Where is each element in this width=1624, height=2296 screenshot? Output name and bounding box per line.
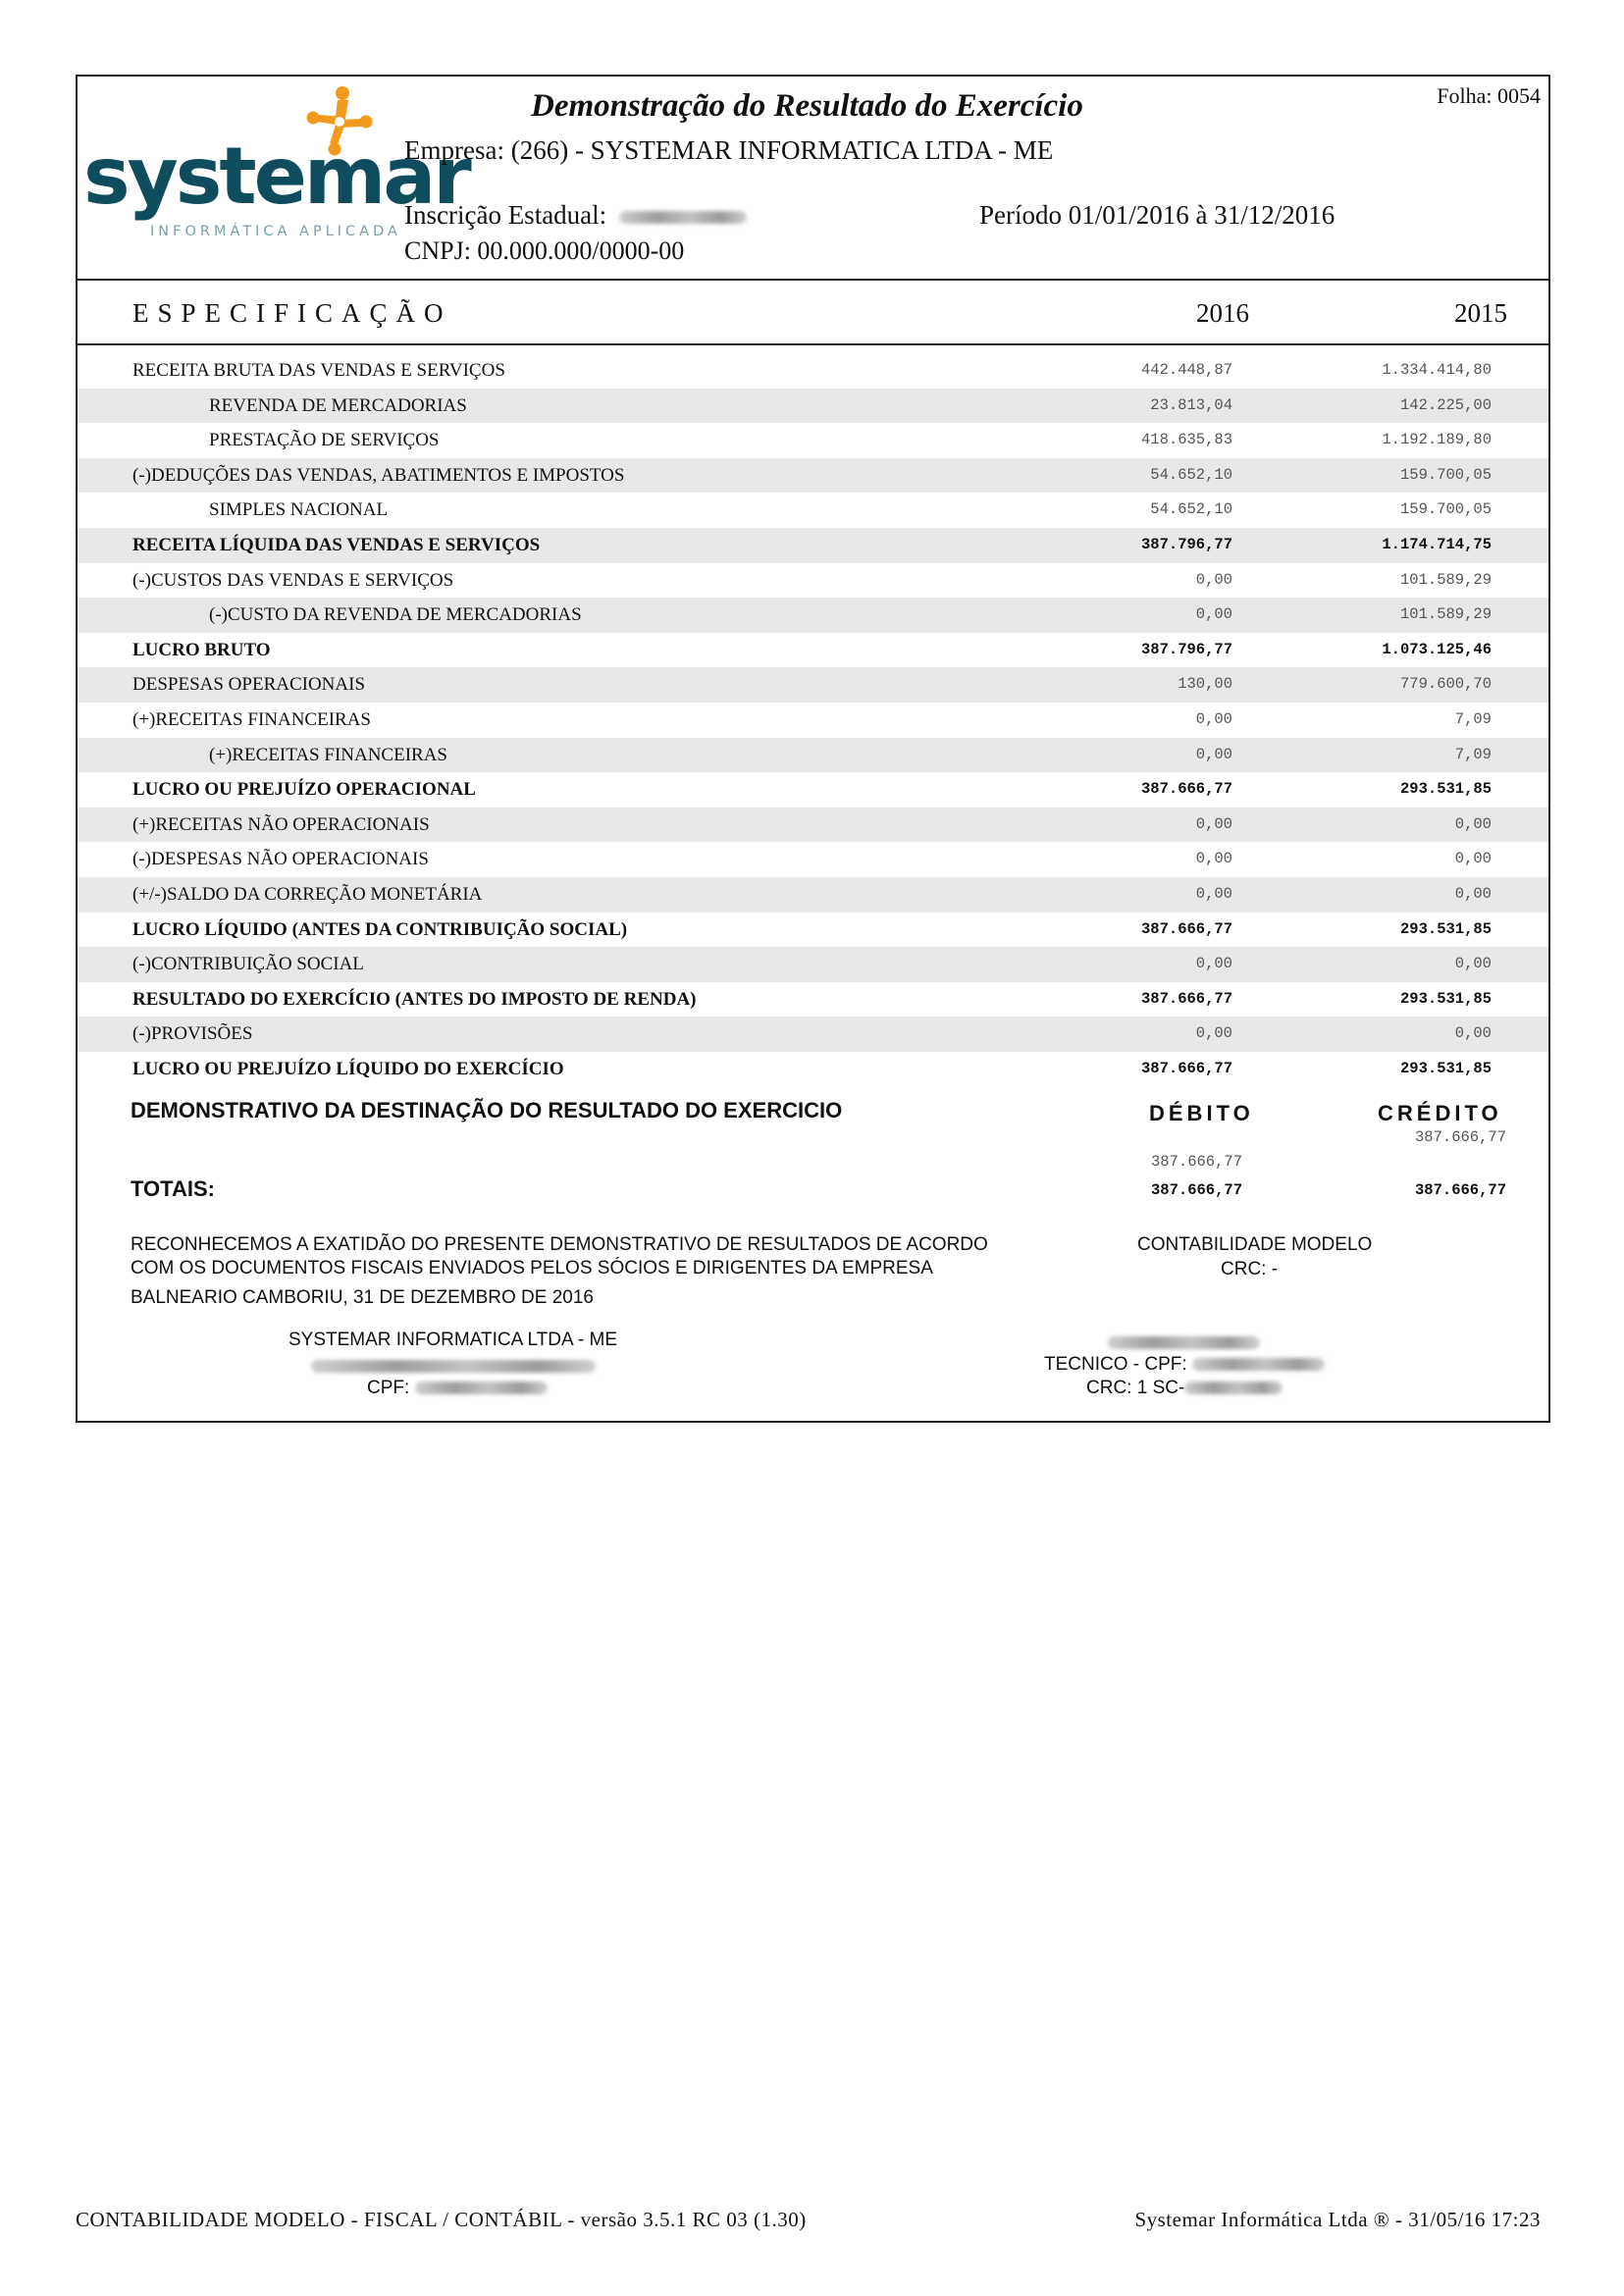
row-label: SIMPLES NACIONAL [209,499,389,521]
row-label: (-)PROVISÕES [132,1023,253,1045]
state-registration [404,200,747,231]
row-value-2016: 387.666,77 [1140,1059,1232,1077]
row-value-2015: 1.073.125,46 [1382,640,1492,658]
row-value-2016: 0,00 [1195,570,1232,589]
table-row [78,913,1548,948]
statement-rows [78,353,1548,1086]
row-label: RESULTADO DO EXERCÍCIO (ANTES DO IMPOSTO DE RENDA) [132,988,697,1010]
table-row [78,423,1548,458]
row-value-2016: 442.448,87 [1140,361,1232,379]
row-label: (-)CUSTOS DAS VENDAS E SERVIÇOS [132,569,454,591]
destination-title: DEMONSTRATIVO DA DESTINAÇÃO DO RESULTADO DO EXERCICIO [131,1098,843,1122]
table-row [78,772,1548,808]
row-value-2015: 293.531,85 [1399,919,1492,938]
debit-header: DÉBITO [1149,1101,1254,1125]
company-name: Empresa: (266) - SYSTEMAR INFORMATICA LTDA - ME [404,135,1054,165]
table-row [78,667,1548,703]
company-signature-name: SYSTEMAR INFORMATICA LTDA - ME [288,1330,617,1350]
row-value-2016: 387.666,77 [1140,989,1232,1008]
year-2015-header: 2015 [1454,298,1507,328]
table-row [78,633,1548,668]
row-value-2015: 0,00 [1454,884,1492,903]
row-label: RECEITA LÍQUIDA DAS VENDAS E SERVIÇOS [132,534,541,555]
page-number: Folha: 0054 [1437,83,1541,108]
row-value-2016: 0,00 [1195,850,1232,868]
table-row [78,703,1548,738]
tech-crc-label: CRC: 1 SC- [1086,1378,1185,1398]
row-value-2016: 0,00 [1195,955,1232,973]
company-signer-cpf [367,1378,548,1399]
tech-cpf-label: TECNICO - CPF: [1044,1354,1187,1375]
row-label: LUCRO BRUTO [132,639,271,660]
accountant-name: CONTABILIDADE MODELO [1137,1234,1373,1255]
redacted-value [1192,1358,1325,1371]
row-label: (-)CONTRIBUIÇÃO SOCIAL [132,954,364,975]
state-registration-label: Inscrição Estadual: [404,200,607,230]
row-value-2015: 0,00 [1454,814,1492,833]
table-row [78,808,1548,843]
row-value-2016: 0,00 [1195,1024,1232,1043]
row-value-2015: 779.600,70 [1399,675,1492,694]
report-header [78,77,1548,281]
accountant-crc: CRC: - [1221,1259,1279,1279]
totals-label: TOTAIS: [131,1176,215,1201]
row-value-2015: 1.334.414,80 [1382,361,1492,379]
footer-software-version: CONTABILIDADE MODELO - FISCAL / CONTÁBIL - versão 3.5.1 RC 03 (1.30) [76,2208,807,2231]
row-value-2015: 7,09 [1454,709,1492,728]
row-label: PRESTAÇÃO DE SERVIÇOS [209,430,440,451]
table-row [78,458,1548,494]
spec-column-header: ESPECIFICAÇÃO [132,298,452,328]
table-row [78,1017,1548,1052]
row-value-2016: 130,00 [1178,675,1232,694]
row-value-2016: 0,00 [1195,884,1232,903]
row-value-2015: 142.225,00 [1399,395,1492,414]
table-row [78,389,1548,424]
row-value-2015: 293.531,85 [1399,989,1492,1008]
credit-header: CRÉDITO [1378,1101,1502,1125]
table-row [78,493,1548,528]
row-value-2016: 54.652,10 [1150,465,1232,484]
report-frame [76,75,1550,1423]
row-value-2016: 387.796,77 [1140,640,1232,658]
total-debit: 387.666,77 [1150,1181,1242,1199]
logo-wordmark: systemar [83,130,469,222]
row-value-2015: 293.531,85 [1399,1059,1492,1077]
tech-cpf [1044,1354,1325,1376]
cpf-label: CPF: [367,1378,410,1398]
table-row [78,842,1548,877]
row-label: LUCRO LÍQUIDO (ANTES DA CONTRIBUIÇÃO SOCIAL) [132,918,628,940]
table-row [78,353,1548,389]
column-header [78,279,1548,345]
row-value-2015: 101.589,29 [1399,605,1492,624]
table-row [78,528,1548,563]
row-value-2015: 0,00 [1454,955,1492,973]
row-label: (-)DEDUÇÕES DAS VENDAS, ABATIMENTOS E IMPOSTOS [132,464,625,486]
row-value-2015: 1.174.714,75 [1382,535,1492,553]
redacted-value [1184,1382,1283,1394]
row-value-2015: 293.531,85 [1399,780,1492,799]
row-label: REVENDA DE MERCADORIAS [209,394,467,416]
row-value-2015: 7,09 [1454,745,1492,763]
row-value-2016: 0,00 [1195,745,1232,763]
table-row [78,563,1548,599]
report-title: Demonstração do Resultado do Exercício [531,88,1083,124]
table-row [78,982,1548,1018]
place-date: BALNEARIO CAMBORIU, 31 DE DEZEMBRO DE 2016 [131,1287,594,1308]
redacted-value [311,1360,596,1373]
total-credit: 387.666,77 [1414,1181,1506,1199]
tech-crc [1086,1378,1283,1399]
row-value-2016: 0,00 [1195,709,1232,728]
table-row [78,877,1548,913]
row-value-2015: 0,00 [1454,850,1492,868]
cnpj: CNPJ: 00.000.000/0000-00 [404,236,685,265]
statement-line-2: COM OS DOCUMENTOS FISCAIS ENVIADOS PELOS SÓCIOS E DIRIGENTES DA EMPRESA [131,1258,933,1278]
logo-tagline: INFORMÁTICA APLICADA [150,224,401,239]
row-value-2016: 387.796,77 [1140,535,1232,553]
row-value-2016: 387.666,77 [1140,780,1232,799]
row-label: LUCRO OU PREJUÍZO LÍQUIDO DO EXERCÍCIO [132,1058,564,1079]
debit-value: 387.666,77 [1150,1153,1242,1171]
table-row [78,947,1548,982]
redacted-value [1108,1336,1260,1349]
row-label: DESPESAS OPERACIONAIS [132,674,366,696]
period: Período 01/01/2016 à 31/12/2016 [979,200,1336,230]
row-value-2016: 387.666,77 [1140,919,1232,938]
row-value-2015: 101.589,29 [1399,570,1492,589]
row-value-2015: 1.192.189,80 [1382,431,1492,449]
company-logo [83,80,469,247]
row-label: (+/-)SALDO DA CORREÇÃO MONETÁRIA [132,883,483,905]
footer-vendor-timestamp: Systemar Informática Ltda ® - 31/05/16 17:23 [1134,2208,1541,2231]
redacted-value [415,1382,548,1394]
redacted-value [619,211,747,224]
year-2016-header: 2016 [1196,298,1249,328]
row-label: (+)RECEITAS FINANCEIRAS [209,744,448,765]
row-label: LUCRO OU PREJUÍZO OPERACIONAL [132,779,476,801]
row-value-2015: 159.700,05 [1399,500,1492,519]
row-value-2016: 0,00 [1195,814,1232,833]
statement-line-1: RECONHECEMOS A EXATIDÃO DO PRESENTE DEMONSTRATIVO DE RESULTADOS DE ACORDO [131,1234,988,1255]
tech-name-redacted [1108,1331,1260,1353]
row-value-2015: 0,00 [1454,1024,1492,1043]
row-value-2015: 159.700,05 [1399,465,1492,484]
row-label: (+)RECEITAS FINANCEIRAS [132,708,372,730]
row-value-2016: 23.813,04 [1150,395,1232,414]
company-signer-redacted [311,1355,596,1377]
table-row [78,738,1548,773]
row-label: (-)CUSTO DA REVENDA DE MERCADORIAS [209,604,582,626]
row-label: RECEITA BRUTA DAS VENDAS E SERVIÇOS [132,360,505,381]
row-label: (-)DESPESAS NÃO OPERACIONAIS [132,849,429,870]
table-row [78,1052,1548,1087]
row-label: (+)RECEITAS NÃO OPERACIONAIS [132,813,430,835]
row-value-2016: 54.652,10 [1150,500,1232,519]
credit-value: 387.666,77 [1414,1128,1506,1146]
row-value-2016: 418.635,83 [1140,431,1232,449]
row-value-2016: 0,00 [1195,605,1232,624]
table-row [78,598,1548,633]
